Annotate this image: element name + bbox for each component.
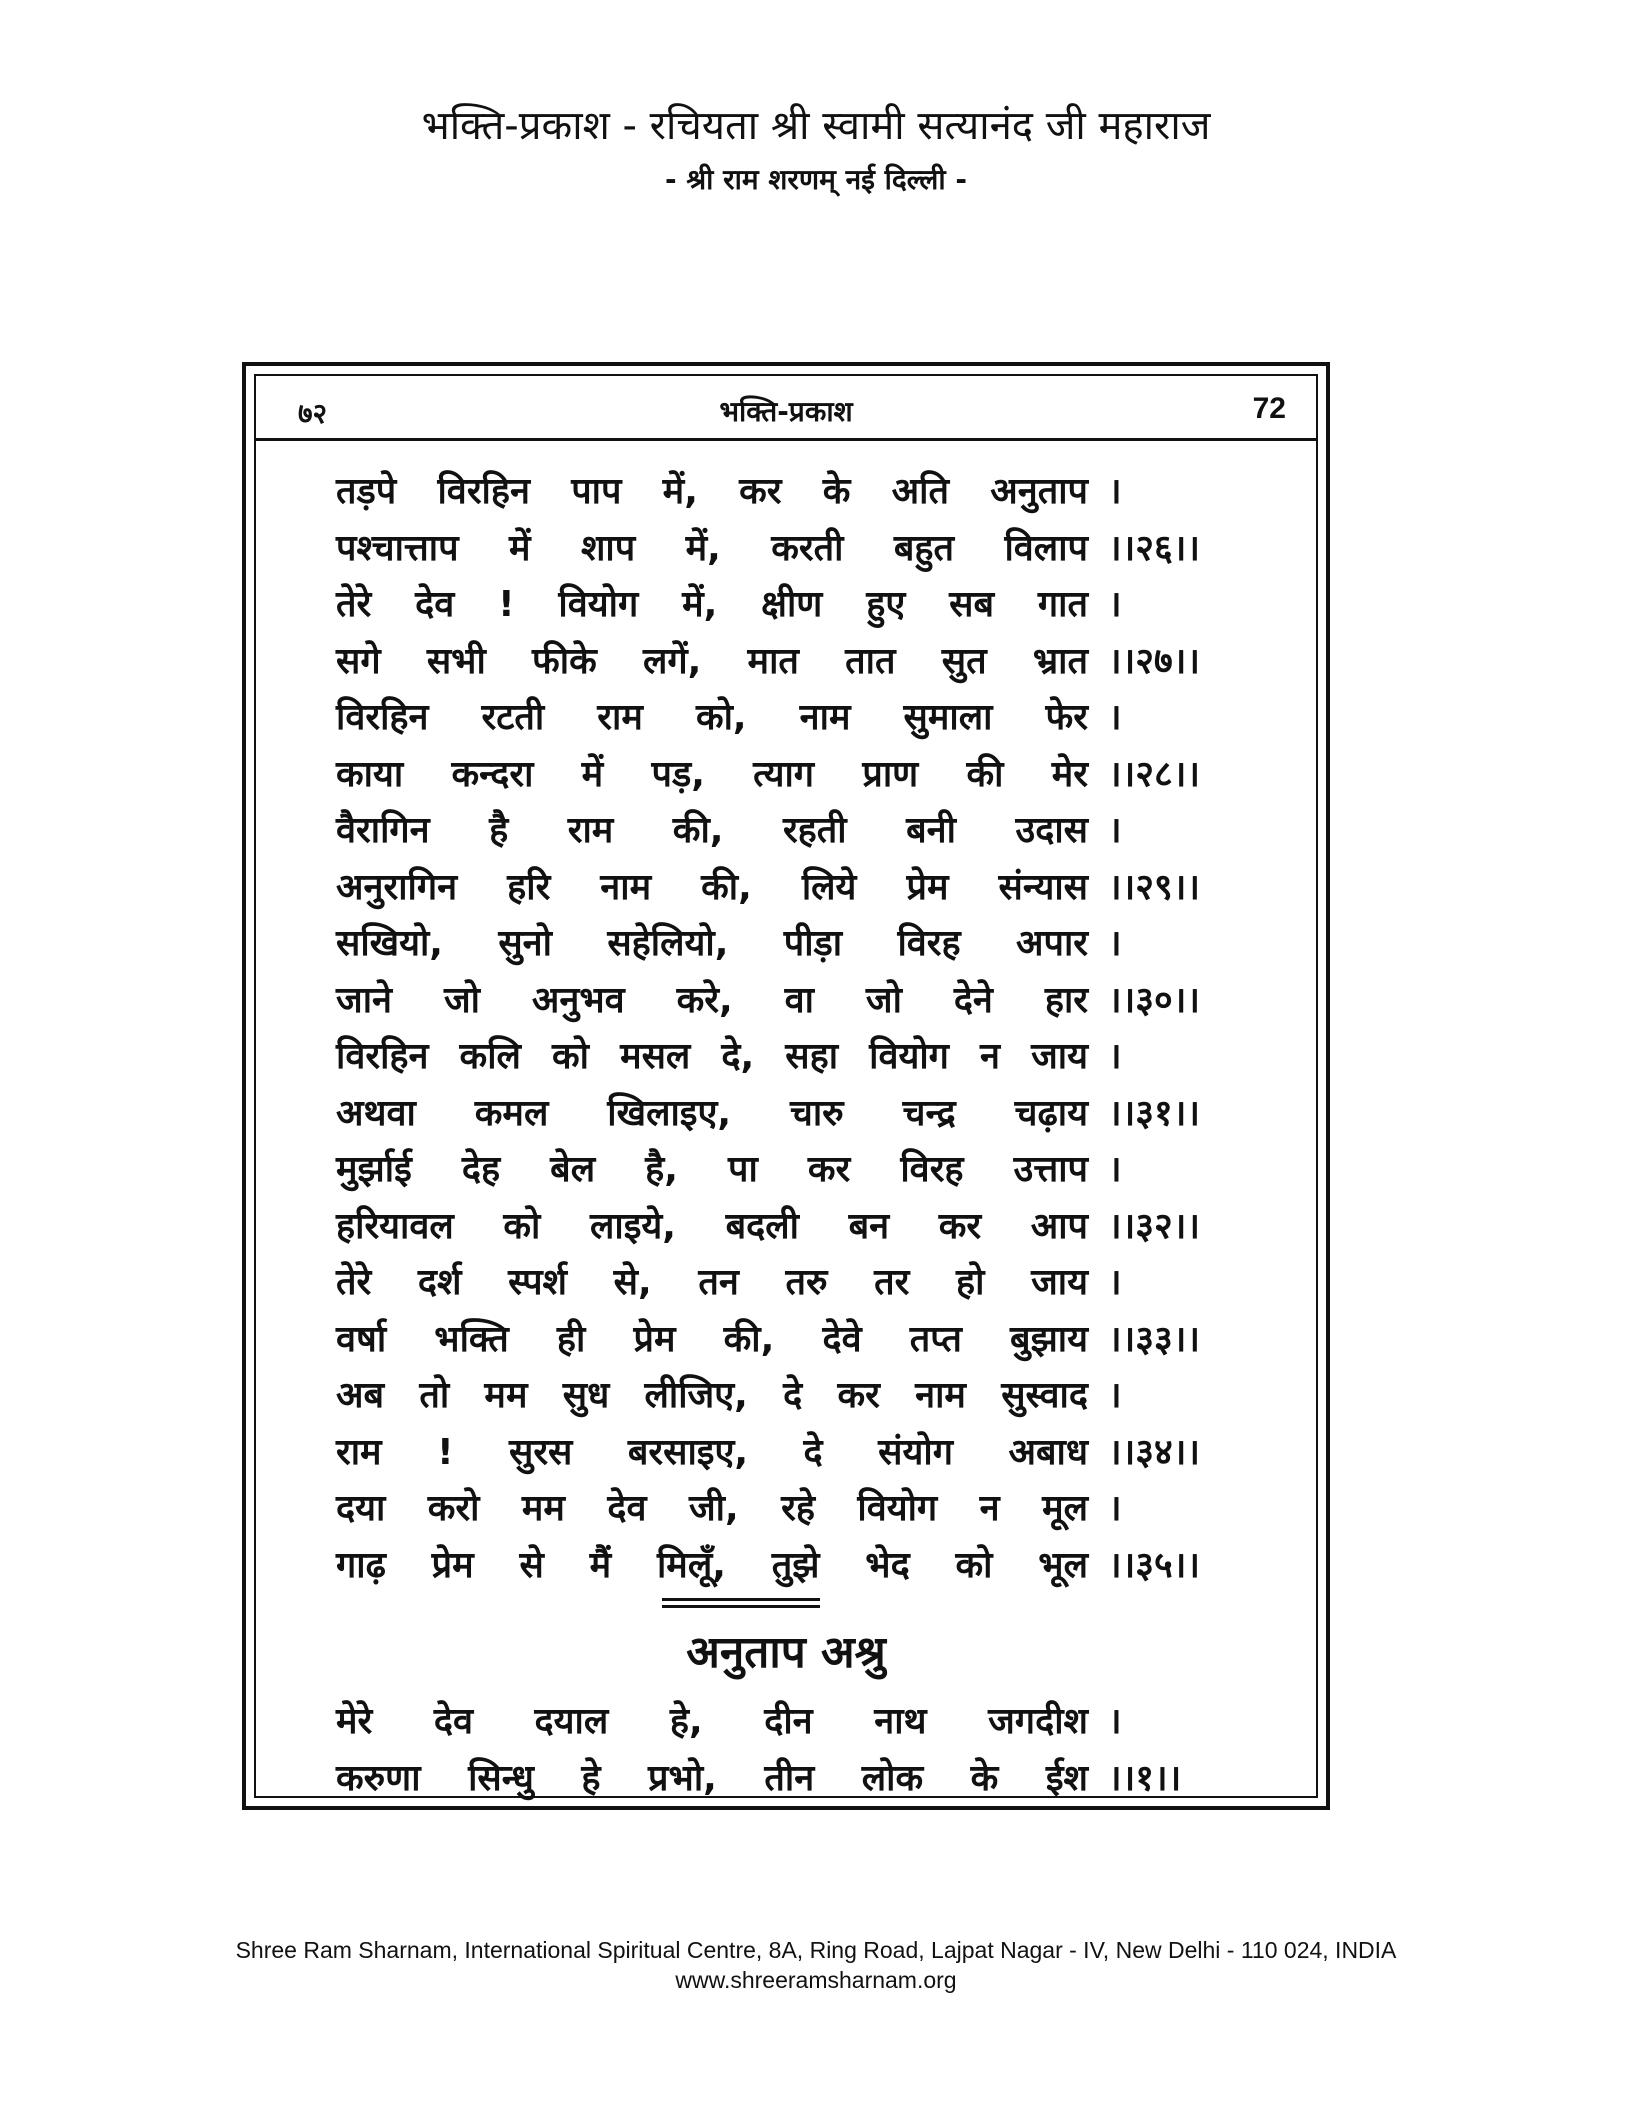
- verse-end-mark: ।: [1108, 810, 1122, 851]
- header-rule: [256, 438, 1316, 441]
- verse-end-mark: ।।२६।।: [1108, 527, 1201, 569]
- verse-text: अनुरागिन हरि नाम की, लिये प्रेम संन्यास: [336, 866, 1088, 908]
- verse-line: [336, 747, 1244, 804]
- verse-text: दया करो मम देव जी, रहे वियोग न मूल: [336, 1488, 1088, 1529]
- header-subtitle: - श्री राम शरणम् नई दिल्ली -: [664, 163, 967, 196]
- verse-text: विरहिन रटती राम को, नाम सुमाला फेर: [336, 697, 1088, 738]
- verse-end-mark: ।: [1108, 1149, 1122, 1190]
- verse-end-mark: ।।२९।।: [1108, 866, 1201, 908]
- page-number-devanagari: ७२: [298, 397, 328, 430]
- verse-end-mark: ।।२७।।: [1108, 640, 1201, 682]
- verse-end-mark: ।: [1108, 1036, 1122, 1077]
- running-head: [256, 388, 1316, 436]
- verse-line: [336, 860, 1244, 917]
- verse-text: अब तो मम सुध लीजिए, दे कर नाम सुस्वाद: [336, 1375, 1088, 1416]
- verse-text: हरियावल को लाइये, बदली बन कर आप: [336, 1205, 1088, 1247]
- verse-text: जाने जो अनुभव करे, वा जो देने हार: [336, 979, 1088, 1021]
- verse-text: सगे सभी फीके लगें, मात तात सुत भ्रात: [336, 640, 1088, 682]
- verse-text: विरहिन कलि को मसल दे, सहा वियोग न जाय: [336, 1036, 1088, 1077]
- verse-text: सखियो, सुनो सहेलियो, पीड़ा विरह अपार: [336, 923, 1088, 964]
- verse-text: तेरे दर्श स्पर्श से, तन तरु तर हो जाय: [336, 1262, 1088, 1303]
- verse-end-mark: ।: [1108, 1701, 1122, 1742]
- verse-line: [336, 803, 1244, 860]
- verse-list: [336, 464, 1244, 1594]
- book-page-frame: [242, 362, 1330, 1810]
- verse-line: [336, 1694, 1244, 1751]
- verse-end-mark: ।।३०।।: [1108, 979, 1201, 1021]
- document-footer: [0, 1935, 1632, 1995]
- document-header: [0, 100, 1632, 200]
- verse-text: गाढ़ प्रेम से मैं मिलूँ, तुझे भेद को भूल: [336, 1544, 1088, 1586]
- verse-line: [336, 1425, 1244, 1482]
- header-title: भक्ति-प्रकाश - रचियता श्री स्वामी सत्यानंद जी महाराज: [421, 103, 1211, 149]
- verse-text: मुर्झाई देह बेल है, पा कर विरह उत्ताप: [336, 1149, 1088, 1190]
- verse-text: मेरे देव दयाल हे, दीन नाथ जगदीश: [336, 1701, 1088, 1742]
- section-divider: [662, 1598, 820, 1612]
- verse-end-mark: ।।३३।।: [1108, 1318, 1201, 1360]
- verse-end-mark: ।।३५।।: [1108, 1544, 1201, 1586]
- verse-line: [336, 1368, 1244, 1425]
- verse-end-mark: ।।१।।: [1108, 1757, 1182, 1799]
- verse-text: वैरागिन है राम की, रहती बनी उदास: [336, 810, 1088, 851]
- verse-text: करुणा सिन्धु हे प्रभो, तीन लोक के ईश: [336, 1757, 1088, 1799]
- verse-end-mark: ।: [1108, 471, 1122, 512]
- running-title: भक्ति-प्रकाश: [719, 395, 853, 428]
- verse-line: [336, 1751, 1244, 1808]
- verse-text: पश्चात्ताप में शाप में, करती बहुत विलाप: [336, 527, 1088, 569]
- verse-line: [336, 916, 1244, 973]
- verse-text: काया कन्दरा में पड़, त्याग प्राण की मेर: [336, 753, 1088, 795]
- verse-line: [336, 1199, 1244, 1256]
- verse-line: [336, 634, 1244, 691]
- verse-line: [336, 1029, 1244, 1086]
- verse-line: [336, 1538, 1244, 1595]
- verse-end-mark: ।: [1108, 1375, 1122, 1416]
- verse-end-mark: ।: [1108, 1262, 1122, 1303]
- verse-end-mark: ।।३१।।: [1108, 1092, 1201, 1134]
- page-number-arabic: 72: [1252, 392, 1286, 425]
- verse-line: [336, 1142, 1244, 1199]
- verse-line: [336, 577, 1244, 634]
- footer-website[interactable]: www.shreeramsharnam.org: [675, 1967, 957, 1993]
- verse-line: [336, 1481, 1244, 1538]
- verse-end-mark: ।।३२।।: [1108, 1205, 1201, 1247]
- verse-line: [336, 1086, 1244, 1143]
- footer-address: Shree Ram Sharnam, International Spiritual Centre, 8A, Ring Road, Lajpat Nagar - IV, New Delhi - 110 024, INDIA: [235, 1937, 1397, 1963]
- verse-end-mark: ।: [1108, 923, 1122, 964]
- verse-end-mark: ।: [1108, 697, 1122, 738]
- verse-end-mark: ।।३४।।: [1108, 1431, 1201, 1473]
- verse-text: अथवा कमल खिलाइए, चारु चन्द्र चढ़ाय: [336, 1092, 1088, 1134]
- verse-end-mark: ।: [1108, 1488, 1122, 1529]
- verse-line: [336, 690, 1244, 747]
- verse-end-mark: ।।२८।।: [1108, 753, 1201, 795]
- verse-line: [336, 1255, 1244, 1312]
- section-title: अनुताप अश्रु: [686, 1627, 886, 1678]
- verse-text: तेरे देव ! वियोग में, क्षीण हुए सब गात: [336, 584, 1088, 625]
- book-page-inner-border: [254, 374, 1318, 1798]
- verse-text: राम ! सुरस बरसाइए, दे संयोग अबाध: [336, 1431, 1088, 1473]
- verse-line: [336, 521, 1244, 578]
- section-verse-list: [336, 1694, 1244, 1807]
- verse-text: तड़पे विरहिन पाप में, कर के अति अनुताप: [336, 471, 1088, 512]
- verse-text: वर्षा भक्ति ही प्रेम की, देवे तप्त बुझाय: [336, 1318, 1088, 1360]
- verse-end-mark: ।: [1108, 584, 1122, 625]
- verse-line: [336, 973, 1244, 1030]
- verse-line: [336, 1312, 1244, 1369]
- verse-line: [336, 464, 1244, 521]
